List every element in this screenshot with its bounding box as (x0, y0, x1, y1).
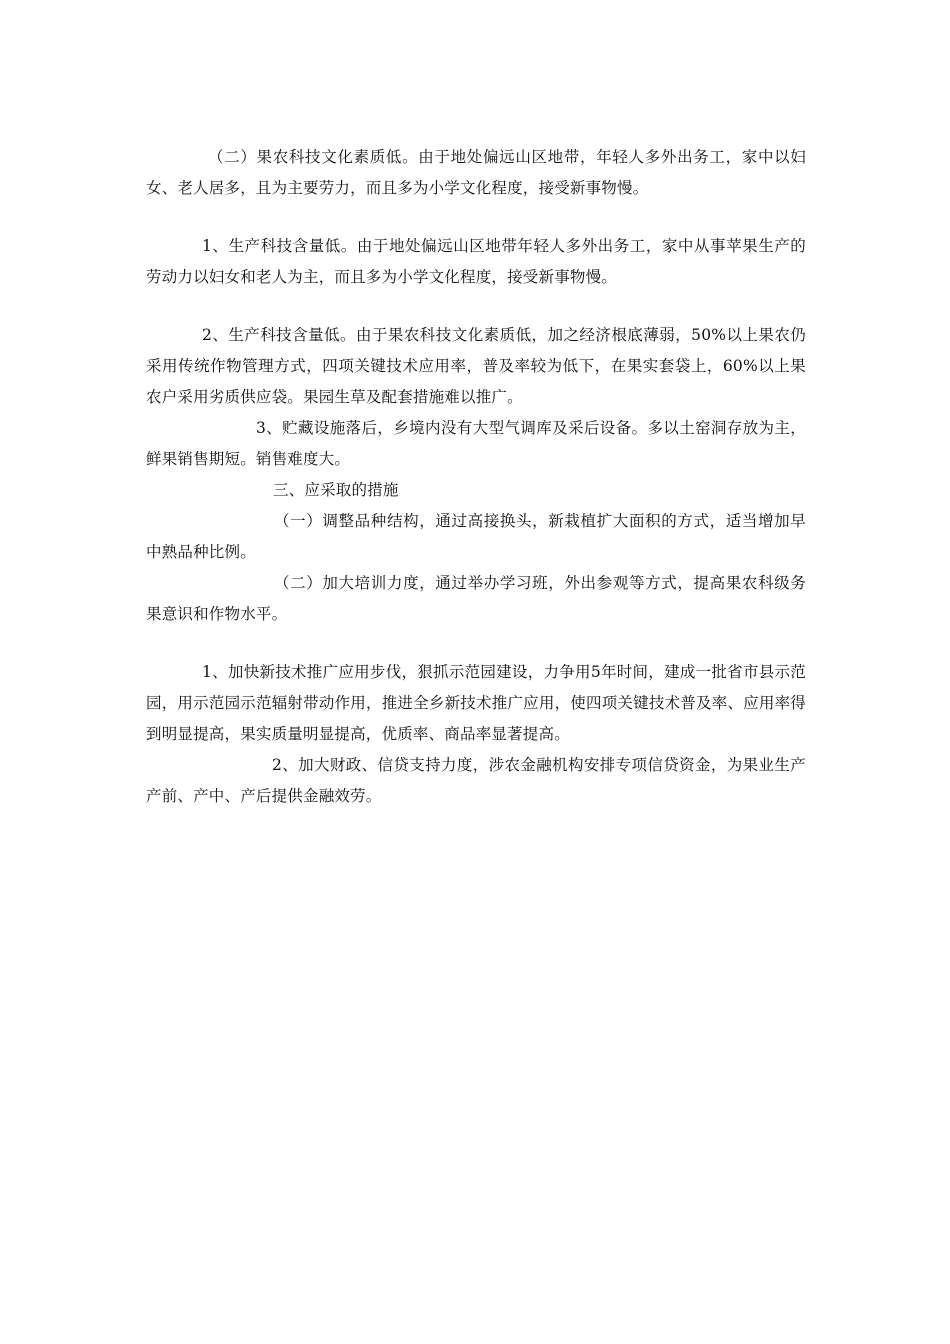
paragraph-new-tech-promotion: 1、加快新技术推广应用步伐，狠抓示范园建设，力争用5年时间，建成一批省市县示范园，用示范园示范辐射带动作用，推进全乡新技术推广应用，使四项关键技术普及率、应用率得到明显提高，果实质量明显提高，优质率、商品率显著提高。 (146, 663, 806, 743)
paragraph-tech-content-1: 1、生产科技含量低。由于地处偏远山区地带年轻人多外出务工，家中从事苹果生产的劳动力以妇女和老人为主，而且多为小学文化程度，接受新事物慢。 (146, 237, 806, 286)
paragraph-tech-content-2: 2、生产科技含量低。由于果农科技文化素质低，加之经济根底薄弱，50%以上果农仍采用传统作物管理方式，四项关键技术应用率，普及率较为低下，在果实套袋上，60%以上果农户采用劣质供应袋。果园生草及配套措施难以推广。 (146, 326, 806, 406)
paragraph-gap (146, 630, 806, 657)
paragraph-gap (146, 293, 806, 320)
paragraph-storage-facilities: 3、贮藏设施落后，乡境内没有大型气调库及采后设备。多以土窑洞存放为主，鲜果销售期短。销售难度大。 (146, 419, 806, 468)
paragraph-gap (146, 204, 806, 231)
section-heading-measures: 三、应采取的措施 (273, 481, 399, 499)
paragraph-financial-support: 2、加大财政、信贷支持力度，涉农金融机构安排专项信贷资金，为果业生产产前、产中、产后提供金融效劳。 (146, 756, 806, 805)
paragraph-variety-structure: （一）调整品种结构，通过高接换头，新栽植扩大面积的方式，适当增加早中熟品种比例。 (146, 512, 806, 561)
paragraph-training: （二）加大培训力度，通过举办学习班，外出参观等方式，提高果农科级务果意识和作物水平。 (146, 574, 806, 623)
document-body (146, 142, 806, 812)
paragraph-fruit-farmer-literacy: （二）果农科技文化素质低。由于地处偏远山区地带，年轻人多外出务工，家中以妇女、老人居多，且为主要劳力，而且多为小学文化程度，接受新事物慢。 (146, 148, 806, 197)
